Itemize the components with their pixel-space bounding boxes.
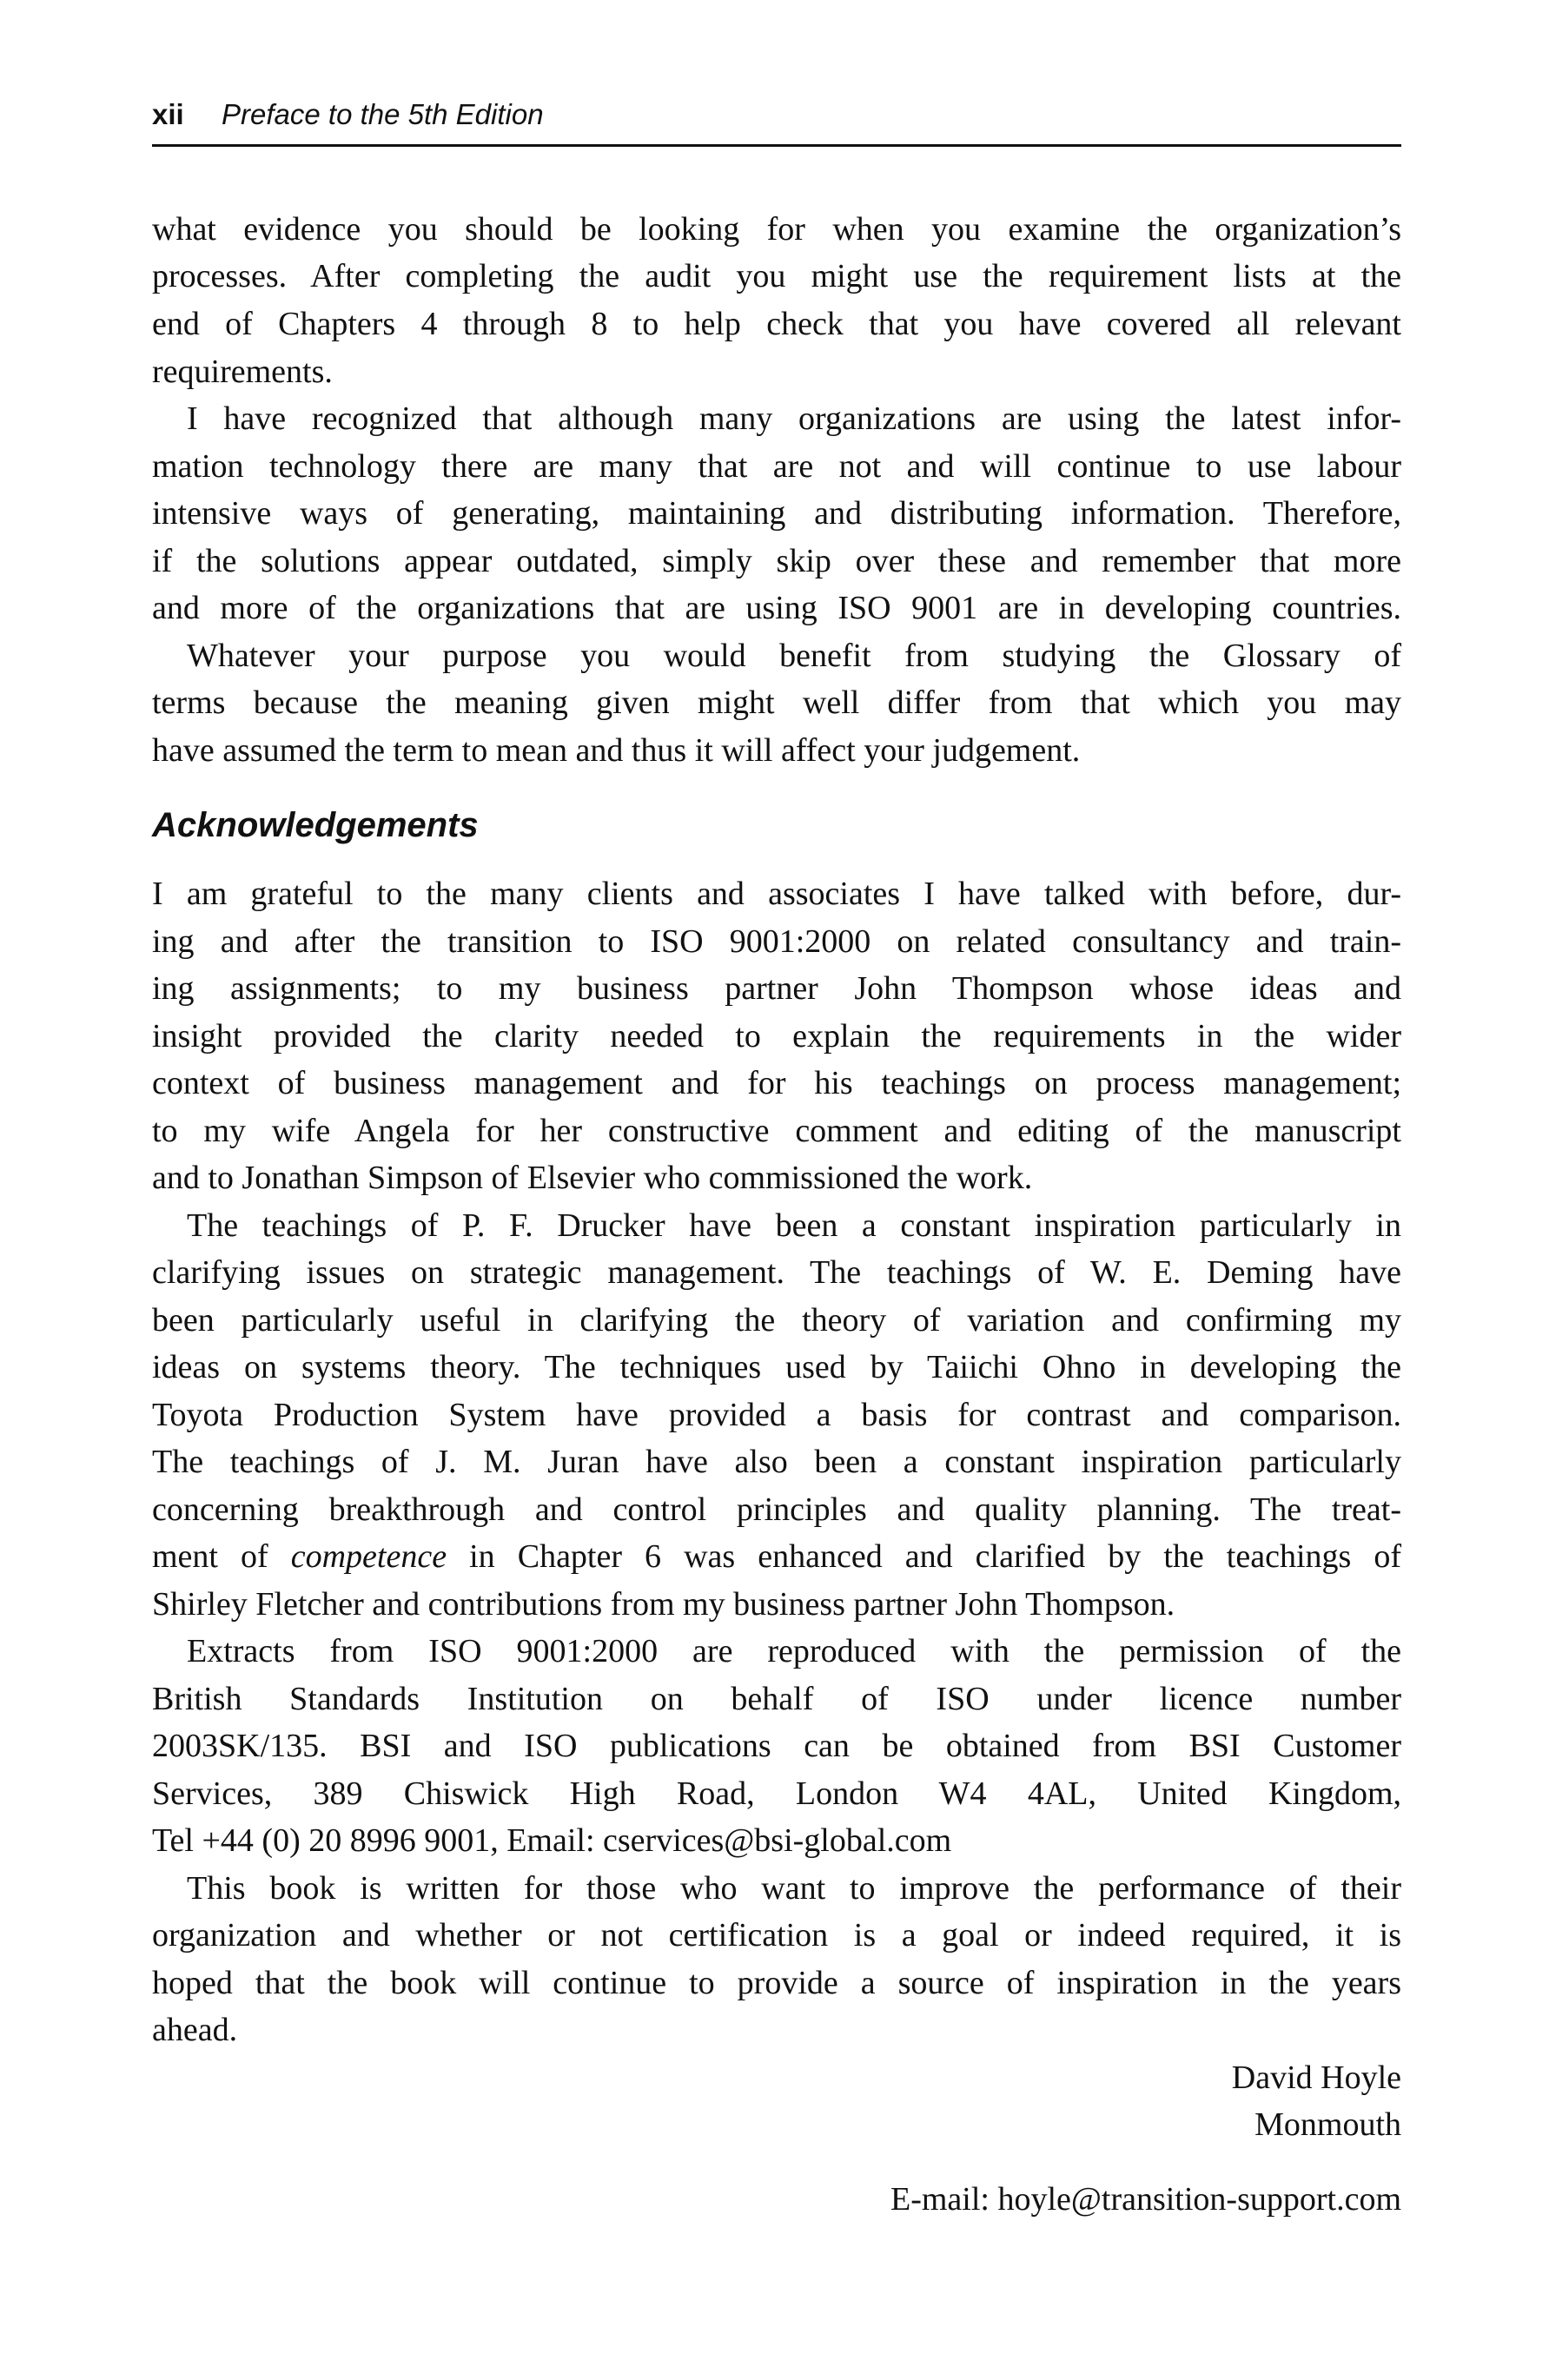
text-line: I am grateful to the many clients and associates I have talked with before, dur- [152, 876, 1401, 912]
header-rule [152, 144, 1401, 147]
text-line: and more of the organizations that are using ISO 9001 are in developing countries. [152, 590, 1401, 626]
author-name: David Hoyle [1231, 2059, 1401, 2096]
text-line: ing and after the transition to ISO 9001:2000 on related consultancy and train- [152, 923, 1401, 960]
page-number: xii [152, 98, 184, 130]
text-line: if the solutions appear outdated, simply skip over these and remember that more [152, 543, 1401, 579]
text-line: Extracts from ISO 9001:2000 are reproduced with the permission of the [187, 1633, 1401, 1669]
text-line: what evidence you should be looking for when you examine the organization’s [152, 211, 1401, 248]
text-line: ideas on systems theory. The techniques used by Taiichi Ohno in developing the [152, 1349, 1401, 1385]
text-line: and to Jonathan Simpson of Elsevier who commissioned the work. [152, 1160, 1033, 1196]
text-line: hoped that the book will continue to provide a source of inspiration in the years [152, 1965, 1401, 2001]
text-line: been particularly useful in clarifying the theory of variation and confirming my [152, 1302, 1401, 1339]
text-line: context of business management and for his teachings on process management; [152, 1065, 1401, 1101]
text-line: Whatever your purpose you would benefit from studying the Glossary of [187, 638, 1401, 674]
text-line: concerning breakthrough and control principles and quality planning. The treat- [152, 1491, 1401, 1528]
text-line: ing assignments; to my business partner John Thompson whose ideas and [152, 970, 1401, 1007]
text-line: The teachings of P. F. Drucker have been a constant inspiration particularly in [187, 1207, 1401, 1244]
text-line: to my wife Angela for her constructive comment and editing of the manuscript [152, 1113, 1401, 1149]
text-line: Toyota Production System have provided a basis for contrast and comparison. [152, 1397, 1401, 1433]
text-line: This book is written for those who want to improve the performance of their [187, 1870, 1401, 1907]
text-line: I have recognized that although many organizations are using the latest infor- [187, 400, 1401, 437]
text-line [152, 1533, 1401, 1580]
text-line: mation technology there are many that are not and will continue to use labour [152, 448, 1401, 485]
text-line: organization and whether or not certification is a goal or indeed required, it is [152, 1917, 1401, 1954]
text-line: Services, 389 Chiswick High Road, London W4 4AL, United Kingdom, [152, 1775, 1401, 1812]
author-email: E-mail: hoyle@transition-support.com [890, 2181, 1401, 2218]
section-heading: Acknowledgements [152, 806, 479, 844]
text-line: ahead. [152, 2012, 238, 2048]
author-location: Monmouth [1254, 2106, 1401, 2143]
text-line: end of Chapters 4 through 8 to help check that you have covered all relevant [152, 306, 1401, 342]
text-line: requirements. [152, 354, 333, 390]
text-run: in Chapter 6 was enhanced and clarified by the teachings of [447, 1538, 1402, 1575]
text-line: British Standards Institution on behalf of ISO under licence number [152, 1681, 1401, 1717]
text-line: insight provided the clarity needed to explain the requirements in the wider [152, 1018, 1401, 1054]
text-line: The teachings of J. M. Juran have also been a constant inspiration particularly [152, 1444, 1401, 1480]
text-run: ment of [152, 1538, 291, 1575]
text-line: 2003SK/135. BSI and ISO publications can be obtained from BSI Customer [152, 1728, 1401, 1764]
emphasized-term: competence [290, 1538, 447, 1575]
text-line: Shirley Fletcher and contributions from my business partner John Thompson. [152, 1586, 1175, 1623]
text-line: Tel +44 (0) 20 8996 9001, Email: cservices@bsi-global.com [152, 1822, 952, 1859]
running-title: Preface to the 5th Edition [222, 98, 544, 130]
running-header [152, 94, 1401, 146]
text-line: processes. After completing the audit you might use the requirement lists at the [152, 258, 1401, 294]
text-line: have assumed the term to mean and thus it will affect your judgement. [152, 732, 1081, 769]
text-line: clarifying issues on strategic management. The teachings of W. E. Deming have [152, 1254, 1401, 1291]
text-line: terms because the meaning given might well differ from that which you may [152, 684, 1401, 721]
text-line: intensive ways of generating, maintaining and distributing information. Therefore, [152, 495, 1401, 532]
